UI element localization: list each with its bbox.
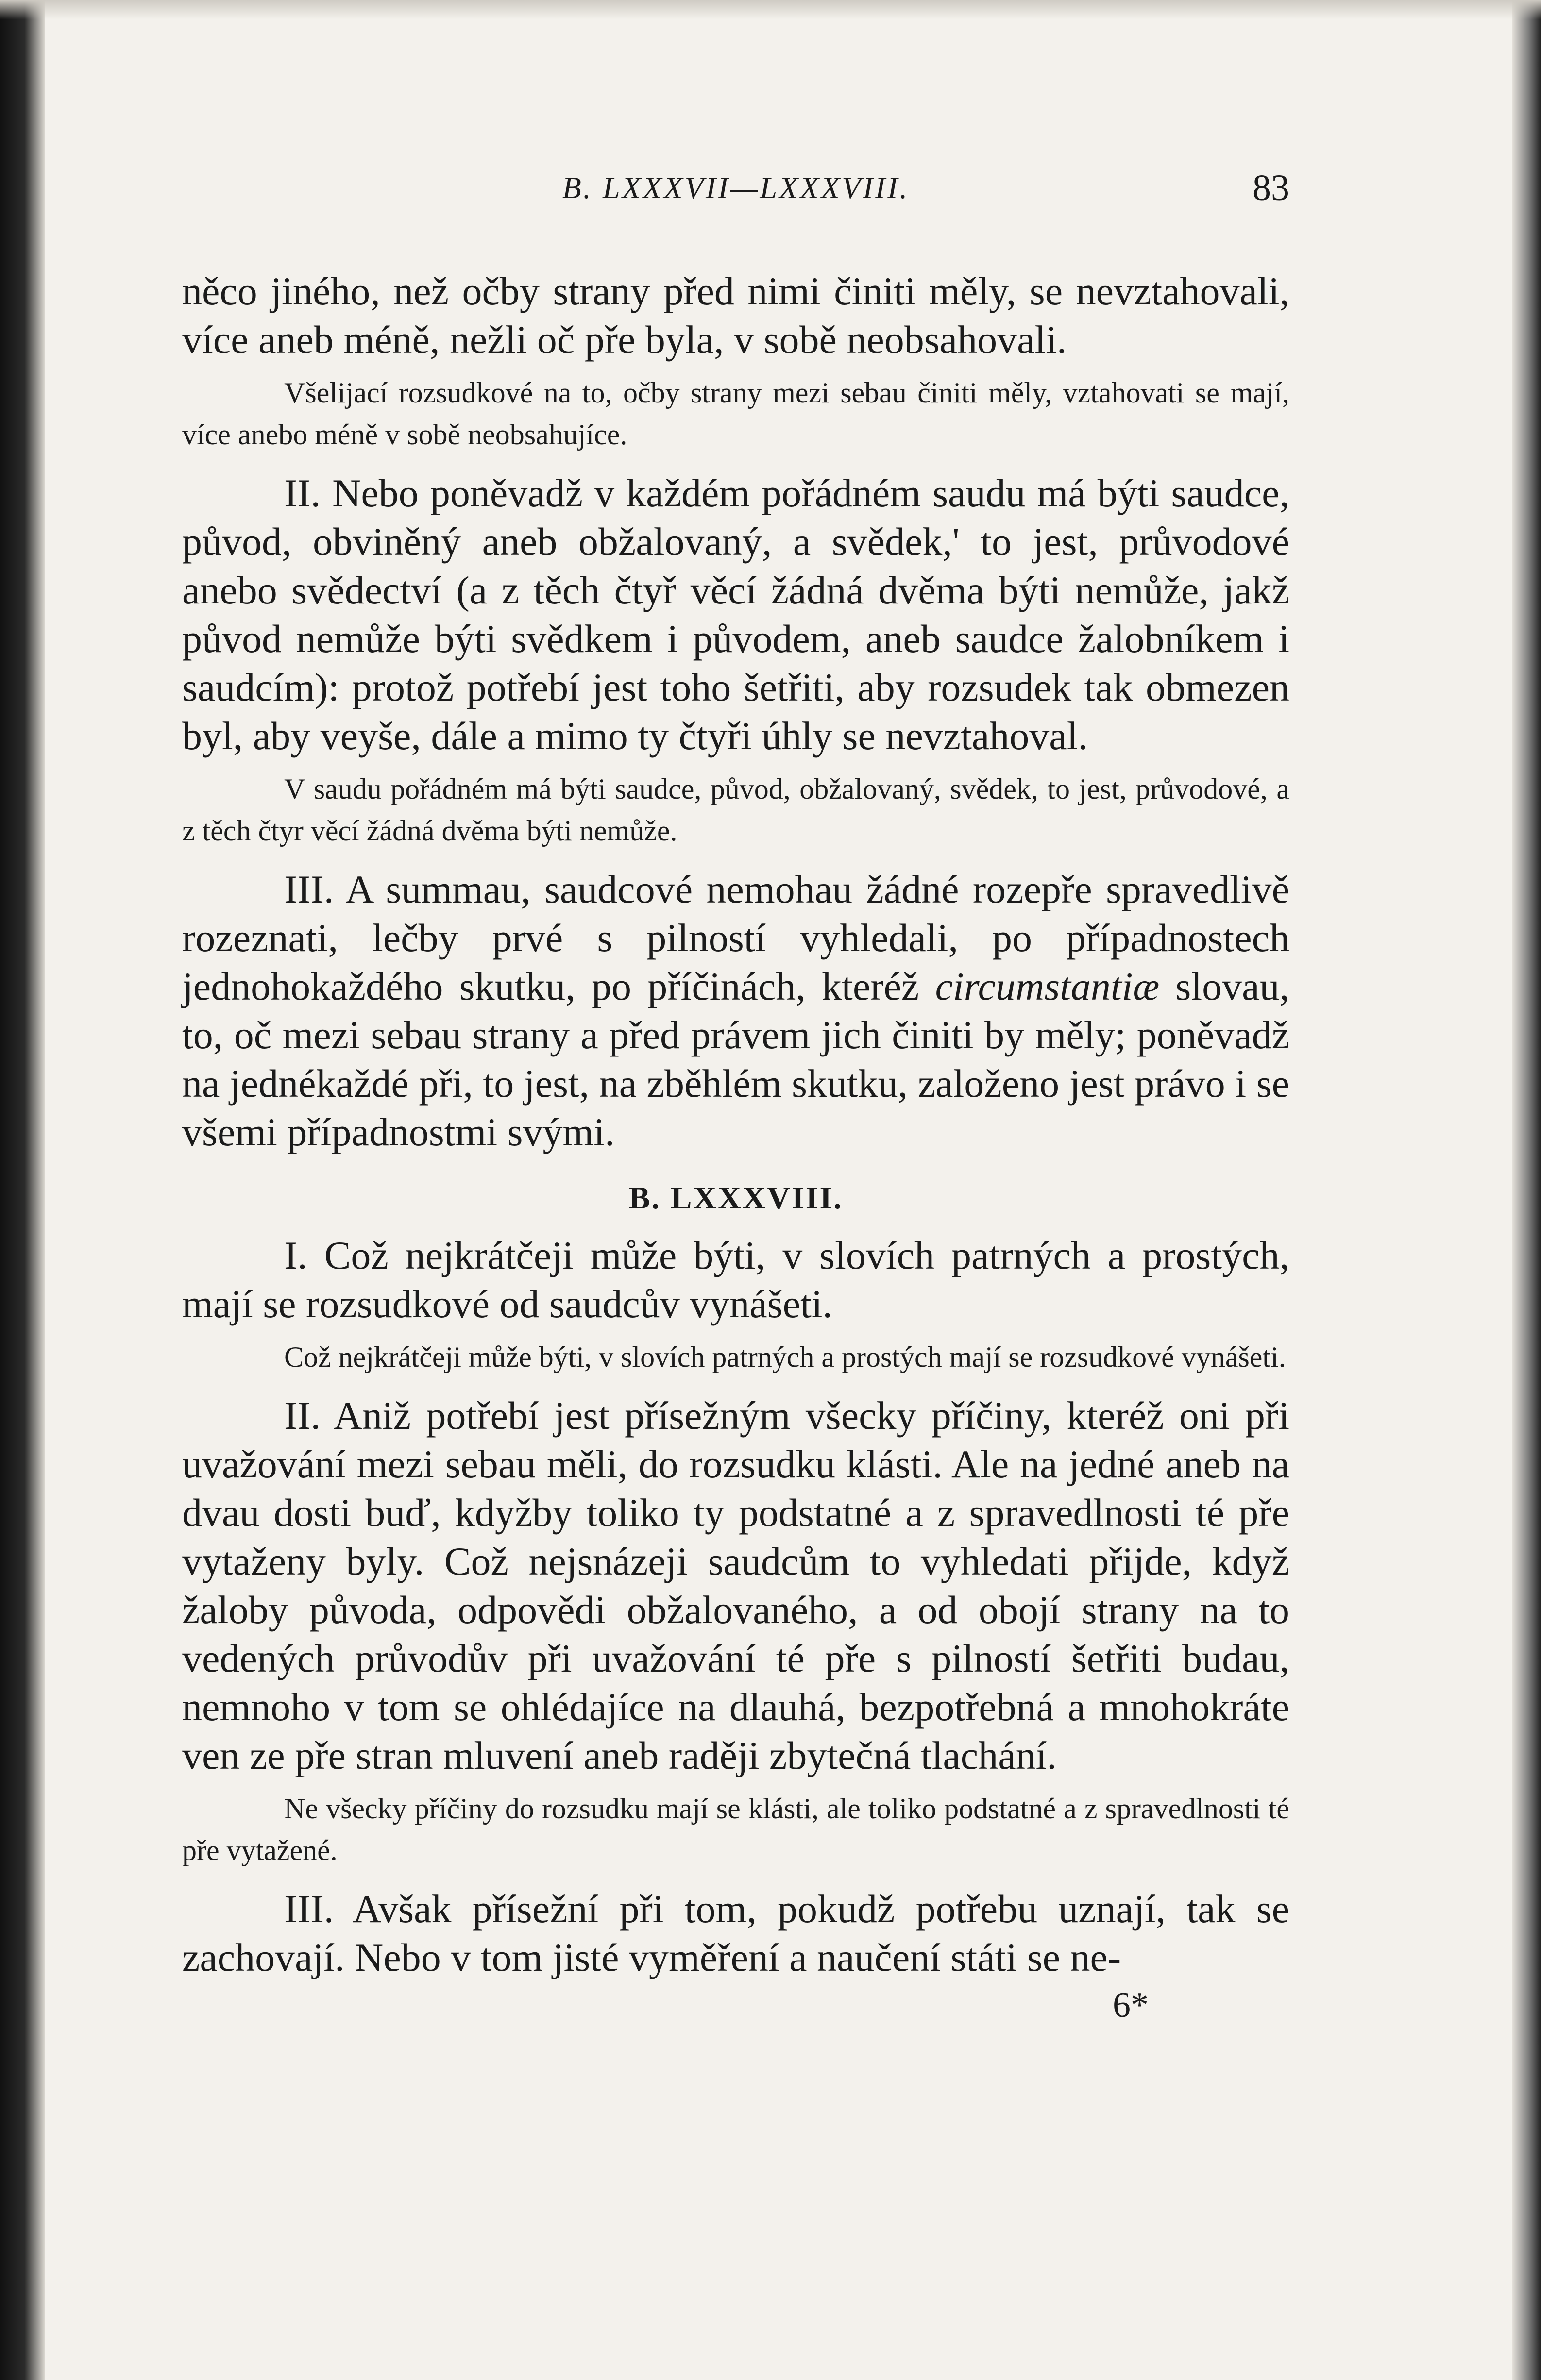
paragraph-text: III. A summau, saudcové nemohau žádné rozepře spravedlivě rozeznati, lečby prvé s pilností vyhledali, po případnostech jednohokaždého skutku, po příčinách, kteréž: [182, 867, 1289, 1008]
page-edge-shadow: [1512, 0, 1541, 2380]
paragraph-section-iii: III. Avšak přísežní při tom, pokudž potřebu uznají, tak se zachovají. Nebo v tom jisté vyměření a naučení státi se ne-: [182, 1887, 1289, 1979]
paragraph-continuation: něco jiného, než očby strany před nimi činiti měly, se nevztahovali, více aneb méně, nežli oč pře byla, v sobě neobsahovali.: [182, 269, 1289, 362]
paragraph-section-i: I. Což nejkrátčeji může býti, v slovích patrných a prostých, mají se rozsudkové od saudcův vynášeti.: [182, 1233, 1289, 1326]
running-title: B. LXXXVII—LXXXVIII.: [562, 170, 910, 205]
summary-note: V saudu pořádném má býti saudce, původ, obžalovaný, svědek, to jest, průvodové, a z těch čtyr věcí žádná dvěma býti nemůže.: [182, 773, 1289, 847]
paragraph-section-ii: II. Nebo poněvadž v každém pořádném saudu má býti saudce, původ, obviněný aneb obžalovaný, a svědek,' to jest, průvodové anebo svědectví (a z těch čtyř věcí žádná dvěma býti nemůže, jakž původ nemůže býti svědkem i původem, aneb saudce žalobníkem i saudcím): protož potřebí jest toho šetřiti, aby rozsudek tak obmezen byl, aby veyše, dále a mimo ty čtyři úhly se nevztahoval.: [182, 471, 1289, 758]
book-gutter-shadow: [0, 0, 45, 2380]
text-column: [182, 160, 1289, 2026]
summary-note: Což nejkrátčeji může býti, v slovích patrných a prostých mají se rozsudkové vynášeti.: [284, 1341, 1286, 1373]
paragraph-section-ii: II. Aniž potřebí jest přísežným všecky příčiny, kteréž oni při uvažování mezi sebau měli, do rozsudku klásti. Ale na jedné aneb na dvau dosti buď, kdyžby toliko ty podstatné a z spravedlnosti té pře vytaženy byly. Což nejsnázeji saudcům to vyhledati přijde, když žaloby původa, odpovědi obžalovaného, a od obojí strany na to vedených průvodův při uvažování té pře s pilností šetřiti budau, nemnoho v tom se ohlédajíce na dlauhá, bezpotřebná a mnohokráte ven ze pře stran mluvení aneb raději zbytečná tlachání.: [182, 1393, 1289, 1777]
summary-note: Všelijací rozsudkové na to, očby strany mezi sebau činiti měly, vztahovati se mají, více anebo méně v sobě neobsahujíce.: [182, 377, 1289, 451]
running-head: [182, 160, 1289, 214]
paragraph-text: slovau, to, oč mezi sebau strany a před právem jich činiti by měly; poněvadž na jednékaždé při, to jest, na zběhlém skutku, založeno jest právo i se všemi případnostmi svými.: [182, 964, 1290, 1154]
summary-note: Ne všecky příčiny do rozsudku mají se klásti, ale toliko podstatné a z spravedlnosti té pře vytažené.: [182, 1793, 1289, 1866]
page-number: 83: [1253, 168, 1289, 208]
page-top-shade: [0, 0, 1541, 19]
paragraph-section-iii: [182, 865, 1289, 1156]
chapter-heading: B. LXXXVIII.: [628, 1180, 843, 1216]
signature-mark: 6*: [1113, 1985, 1149, 2025]
latin-term: circumstantiæ: [935, 964, 1160, 1008]
